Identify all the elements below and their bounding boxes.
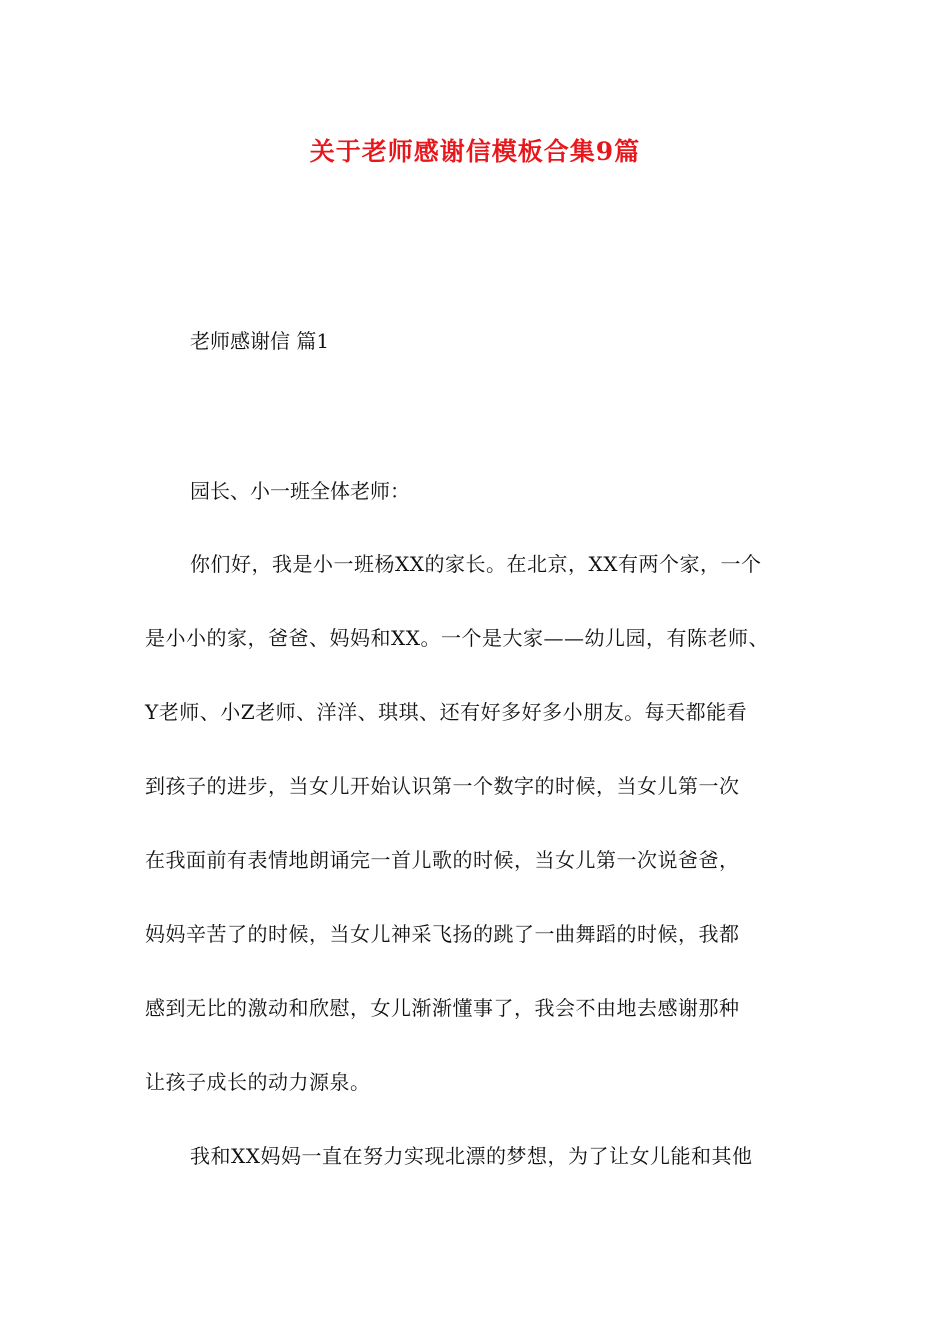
paragraph-line: 我和XX妈妈一直在努力实现北漂的梦想，为了让女儿能和其他 xyxy=(190,1144,753,1168)
paragraph-2 xyxy=(145,1138,835,1212)
paragraph-line: 到孩子的进步，当女儿开始认识第一个数字的时候，当女儿第一次 xyxy=(145,774,740,798)
paragraph-line: 感到无比的激动和欣慰，女儿渐渐懂事了，我会不由地去感谢那种 xyxy=(145,996,740,1020)
paragraph-line: 让孩子成长的动力源泉。 xyxy=(145,1070,371,1094)
letter-salutation: 园长、小一班全体老师： xyxy=(190,479,410,503)
document-title: 关于老师感谢信模板合集9篇 xyxy=(309,137,641,166)
section-heading: 老师感谢信 篇1 xyxy=(190,329,330,353)
paragraph-line: Y老师、小Z老师、洋洋、琪琪、还有好多好多小朋友。每天都能看 xyxy=(145,700,748,724)
paragraph-1 xyxy=(145,546,835,1138)
paragraph-line: 妈妈辛苦了的时候，当女儿神采飞扬的跳了一曲舞蹈的时候，我都 xyxy=(145,922,740,946)
paragraph-line: 在我面前有表情地朗诵完一首儿歌的时候，当女儿第一次说爸爸， xyxy=(145,848,740,872)
paragraph-line: 你们好，我是小一班杨XX的家长。在北京，XX有两个家，一个 xyxy=(190,552,762,576)
paragraph-line: 是小小的家，爸爸、妈妈和XX。一个是大家——幼儿园，有陈老师、 xyxy=(145,626,769,650)
